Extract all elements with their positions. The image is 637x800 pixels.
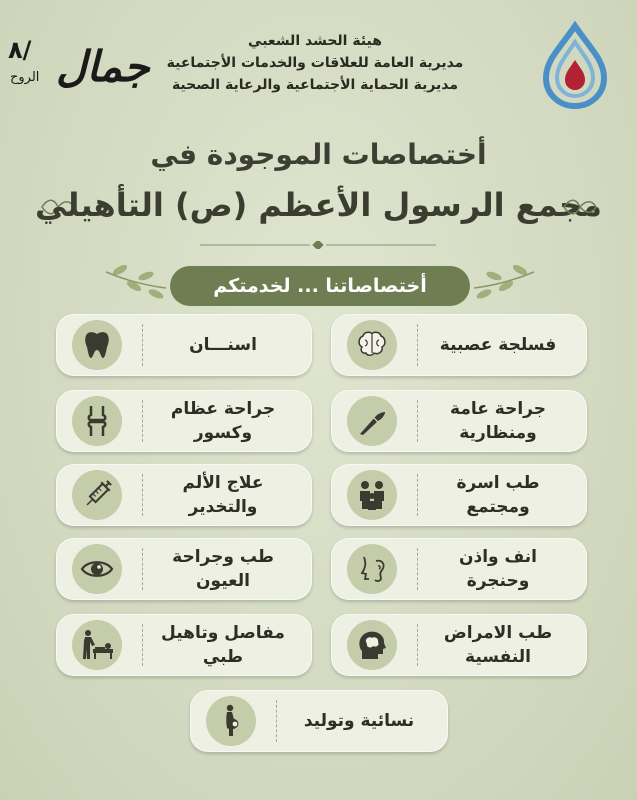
physiotherapy-icon (72, 620, 122, 670)
signature-sub: الروح (10, 70, 40, 85)
card-divider (417, 474, 418, 516)
ear-nose-icon (347, 544, 397, 594)
specialty-label: جراحة عظام وكسور (170, 399, 276, 443)
specialty-card[interactable] (190, 690, 448, 752)
specialty-card[interactable] (56, 464, 312, 526)
card-divider (142, 624, 143, 666)
card-divider (417, 624, 418, 666)
page-title-line-1: أختصاصات الموجودة في (150, 138, 487, 171)
specialty-label: طب الامراض النفسية (443, 623, 553, 667)
family-icon (347, 470, 397, 520)
specialty-label: فسلجة عصبية (439, 335, 557, 355)
card-divider (417, 324, 418, 366)
specialty-card[interactable] (56, 538, 312, 600)
leaf-branch-right-icon (470, 258, 540, 306)
pregnant-icon (206, 696, 256, 746)
specialty-label: نسائية وتوليد (303, 711, 415, 731)
signature-watermark (4, 36, 154, 106)
drop-logo-icon (530, 20, 620, 110)
card-divider (142, 324, 143, 366)
services-banner: أختصاصاتنا ... لخدمتكم (170, 266, 470, 306)
card-divider (276, 700, 277, 742)
title-divider (200, 241, 436, 249)
organization-header (160, 30, 470, 96)
specialty-card[interactable] (56, 614, 312, 676)
specialty-card[interactable] (331, 614, 587, 676)
specialty-card[interactable] (56, 314, 312, 376)
specialty-card[interactable] (331, 314, 587, 376)
org-line-1: هيئة الحشد الشعبي (248, 33, 382, 49)
specialty-label: مفاصل وتاهيل طبي (161, 623, 285, 667)
card-divider (142, 474, 143, 516)
eye-icon (72, 544, 122, 594)
head-brain-icon (347, 620, 397, 670)
org-line-3: مديرية الحماية الأجتماعية والرعاية الصحية (171, 77, 459, 93)
ornament-right-icon (560, 196, 600, 218)
org-line-2: مديرية العامة للعلاقات والخدمات الأجتماعية (166, 55, 464, 71)
leaf-branch-left-icon (100, 258, 170, 306)
page-title-line-2: مجمع الرسول الأعظم (ص) التأهيلي (35, 186, 602, 224)
specialty-card[interactable] (331, 390, 587, 452)
signature-number: ٨/ (8, 36, 32, 64)
specialty-label: جراحة عامة ومنظارية (450, 399, 546, 443)
card-divider (142, 548, 143, 590)
specialty-label: انف واذن وحنجرة (459, 547, 538, 591)
knee-joint-icon (72, 396, 122, 446)
specialty-label: اسنـــان (189, 335, 257, 355)
specialty-label: طب وجراحة العيون (172, 547, 274, 591)
tooth-icon (72, 320, 122, 370)
syringe-icon (72, 470, 122, 520)
card-divider (417, 548, 418, 590)
card-divider (417, 400, 418, 442)
card-divider (142, 400, 143, 442)
specialty-label: علاج الألم والتخدير (182, 473, 264, 517)
specialty-card[interactable] (56, 390, 312, 452)
specialty-card[interactable] (331, 464, 587, 526)
signature-main: جمال (56, 42, 150, 91)
brain-icon (347, 320, 397, 370)
scalpel-icon (347, 396, 397, 446)
specialty-card[interactable] (331, 538, 587, 600)
specialty-label: طب اسرة ومجتمع (456, 473, 540, 517)
